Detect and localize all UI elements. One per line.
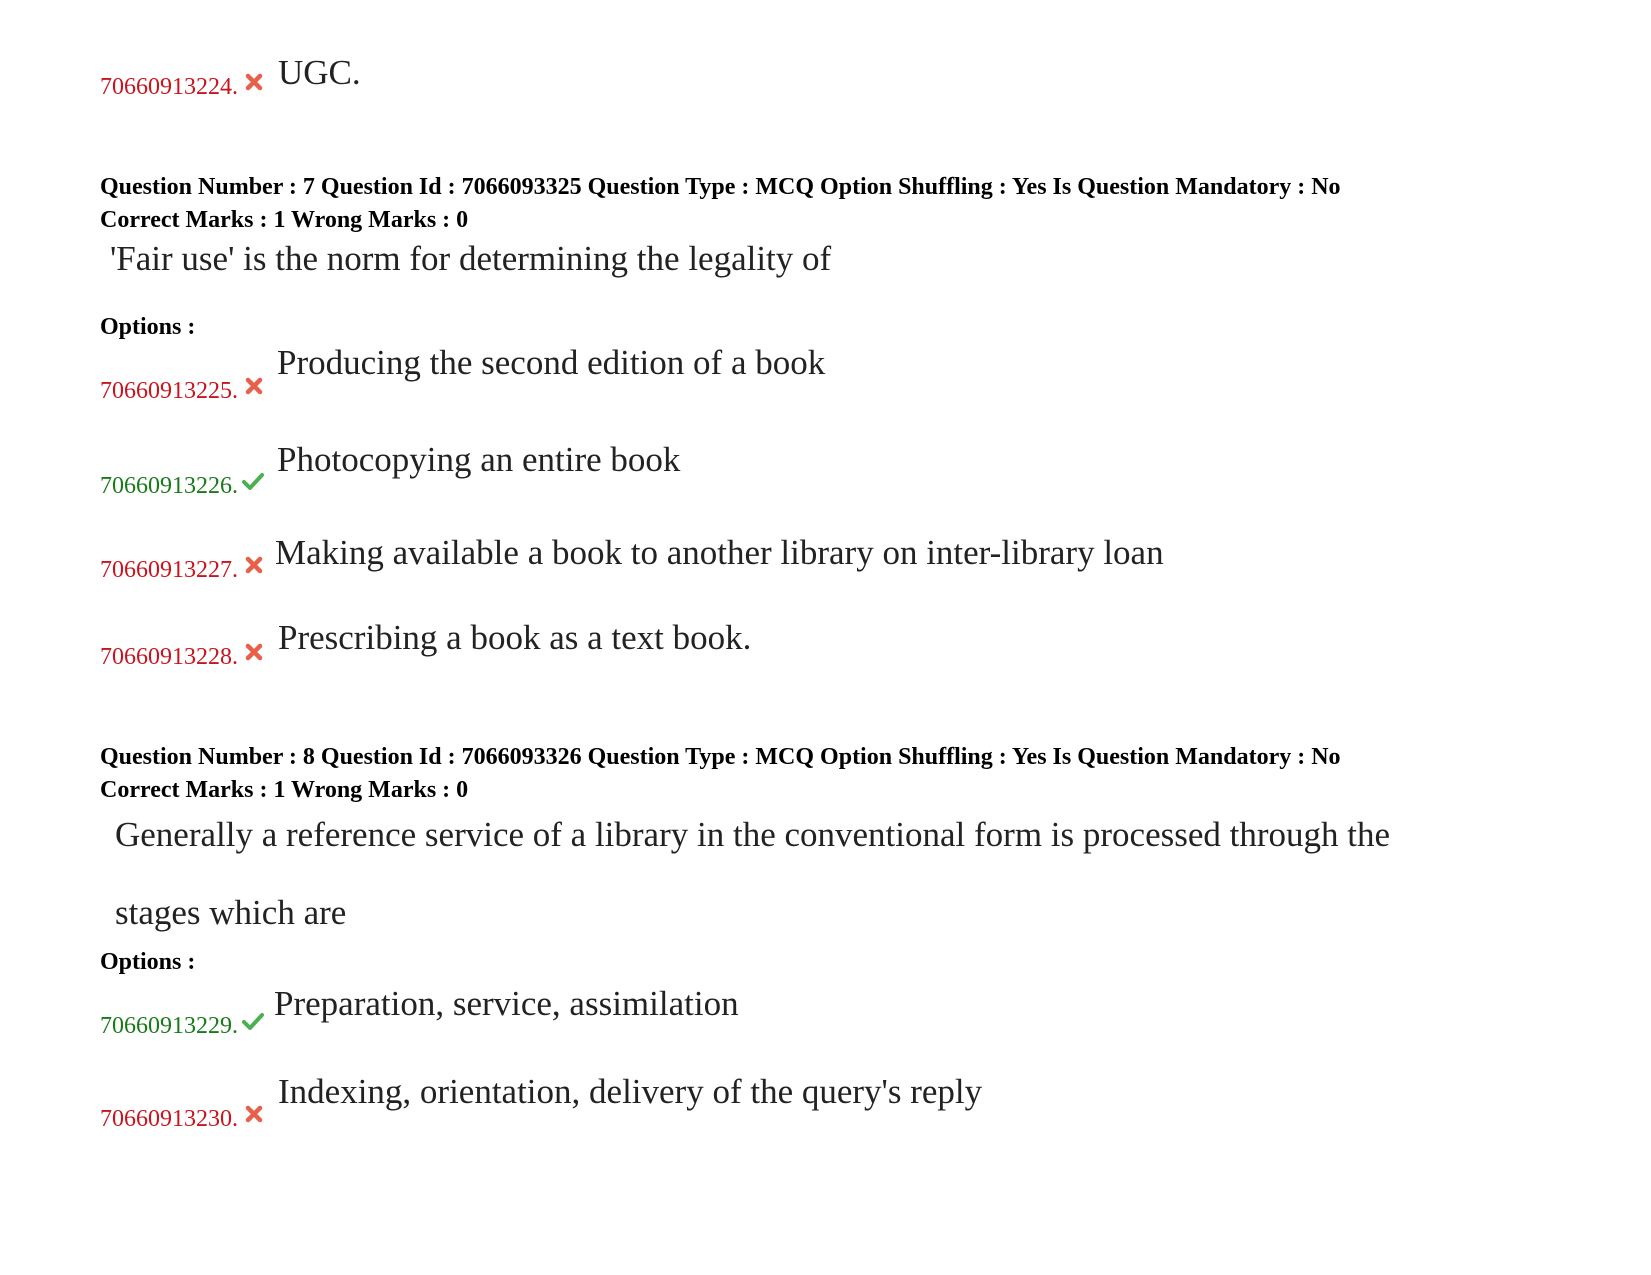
- option-text: Preparation, service, assimilation: [274, 984, 739, 1023]
- question-text-continued: stages which are: [115, 893, 347, 932]
- options-label: Options :: [100, 314, 196, 340]
- cross-icon: [243, 71, 265, 93]
- question-meta: Question Number : 8 Question Id : 7066093326 Question Type : MCQ Option Shuffling : Yes Is Question Mandatory : No: [100, 744, 1341, 770]
- option-id: 70660913227.: [100, 557, 238, 583]
- check-icon: [242, 470, 264, 492]
- option-text: Producing the second edition of a book: [277, 343, 826, 382]
- question-text: 'Fair use' is the norm for determining the legality of: [110, 239, 832, 278]
- question-marks: Correct Marks : 1 Wrong Marks : 0: [100, 777, 469, 803]
- question-text: Generally a reference service of a library in the conventional form is processed through the: [115, 815, 1391, 854]
- cross-icon: [243, 554, 265, 576]
- question-meta: Question Number : 7 Question Id : 7066093325 Question Type : MCQ Option Shuffling : Yes Is Question Mandatory : No: [100, 174, 1341, 200]
- option-text: Making available a book to another library on inter-library loan: [275, 533, 1164, 572]
- option-id: 70660913230.: [100, 1106, 238, 1132]
- cross-icon: [243, 1103, 265, 1125]
- option-id: 70660913225.: [100, 378, 238, 404]
- option-text: Prescribing a book as a text book.: [278, 618, 752, 657]
- option-id: 70660913226.: [100, 473, 238, 499]
- option-id: 70660913224.: [100, 74, 238, 100]
- option-text: Indexing, orientation, delivery of the query's reply: [278, 1072, 983, 1111]
- option-text: Photocopying an entire book: [277, 440, 681, 479]
- cross-icon: [243, 375, 265, 397]
- option-id: 70660913228.: [100, 644, 238, 670]
- question-marks: Correct Marks : 1 Wrong Marks : 0: [100, 207, 469, 233]
- option-id: 70660913229.: [100, 1013, 238, 1039]
- cross-icon: [243, 641, 265, 663]
- options-label: Options :: [100, 949, 196, 975]
- option-text: UGC.: [278, 53, 361, 92]
- check-icon: [242, 1010, 264, 1032]
